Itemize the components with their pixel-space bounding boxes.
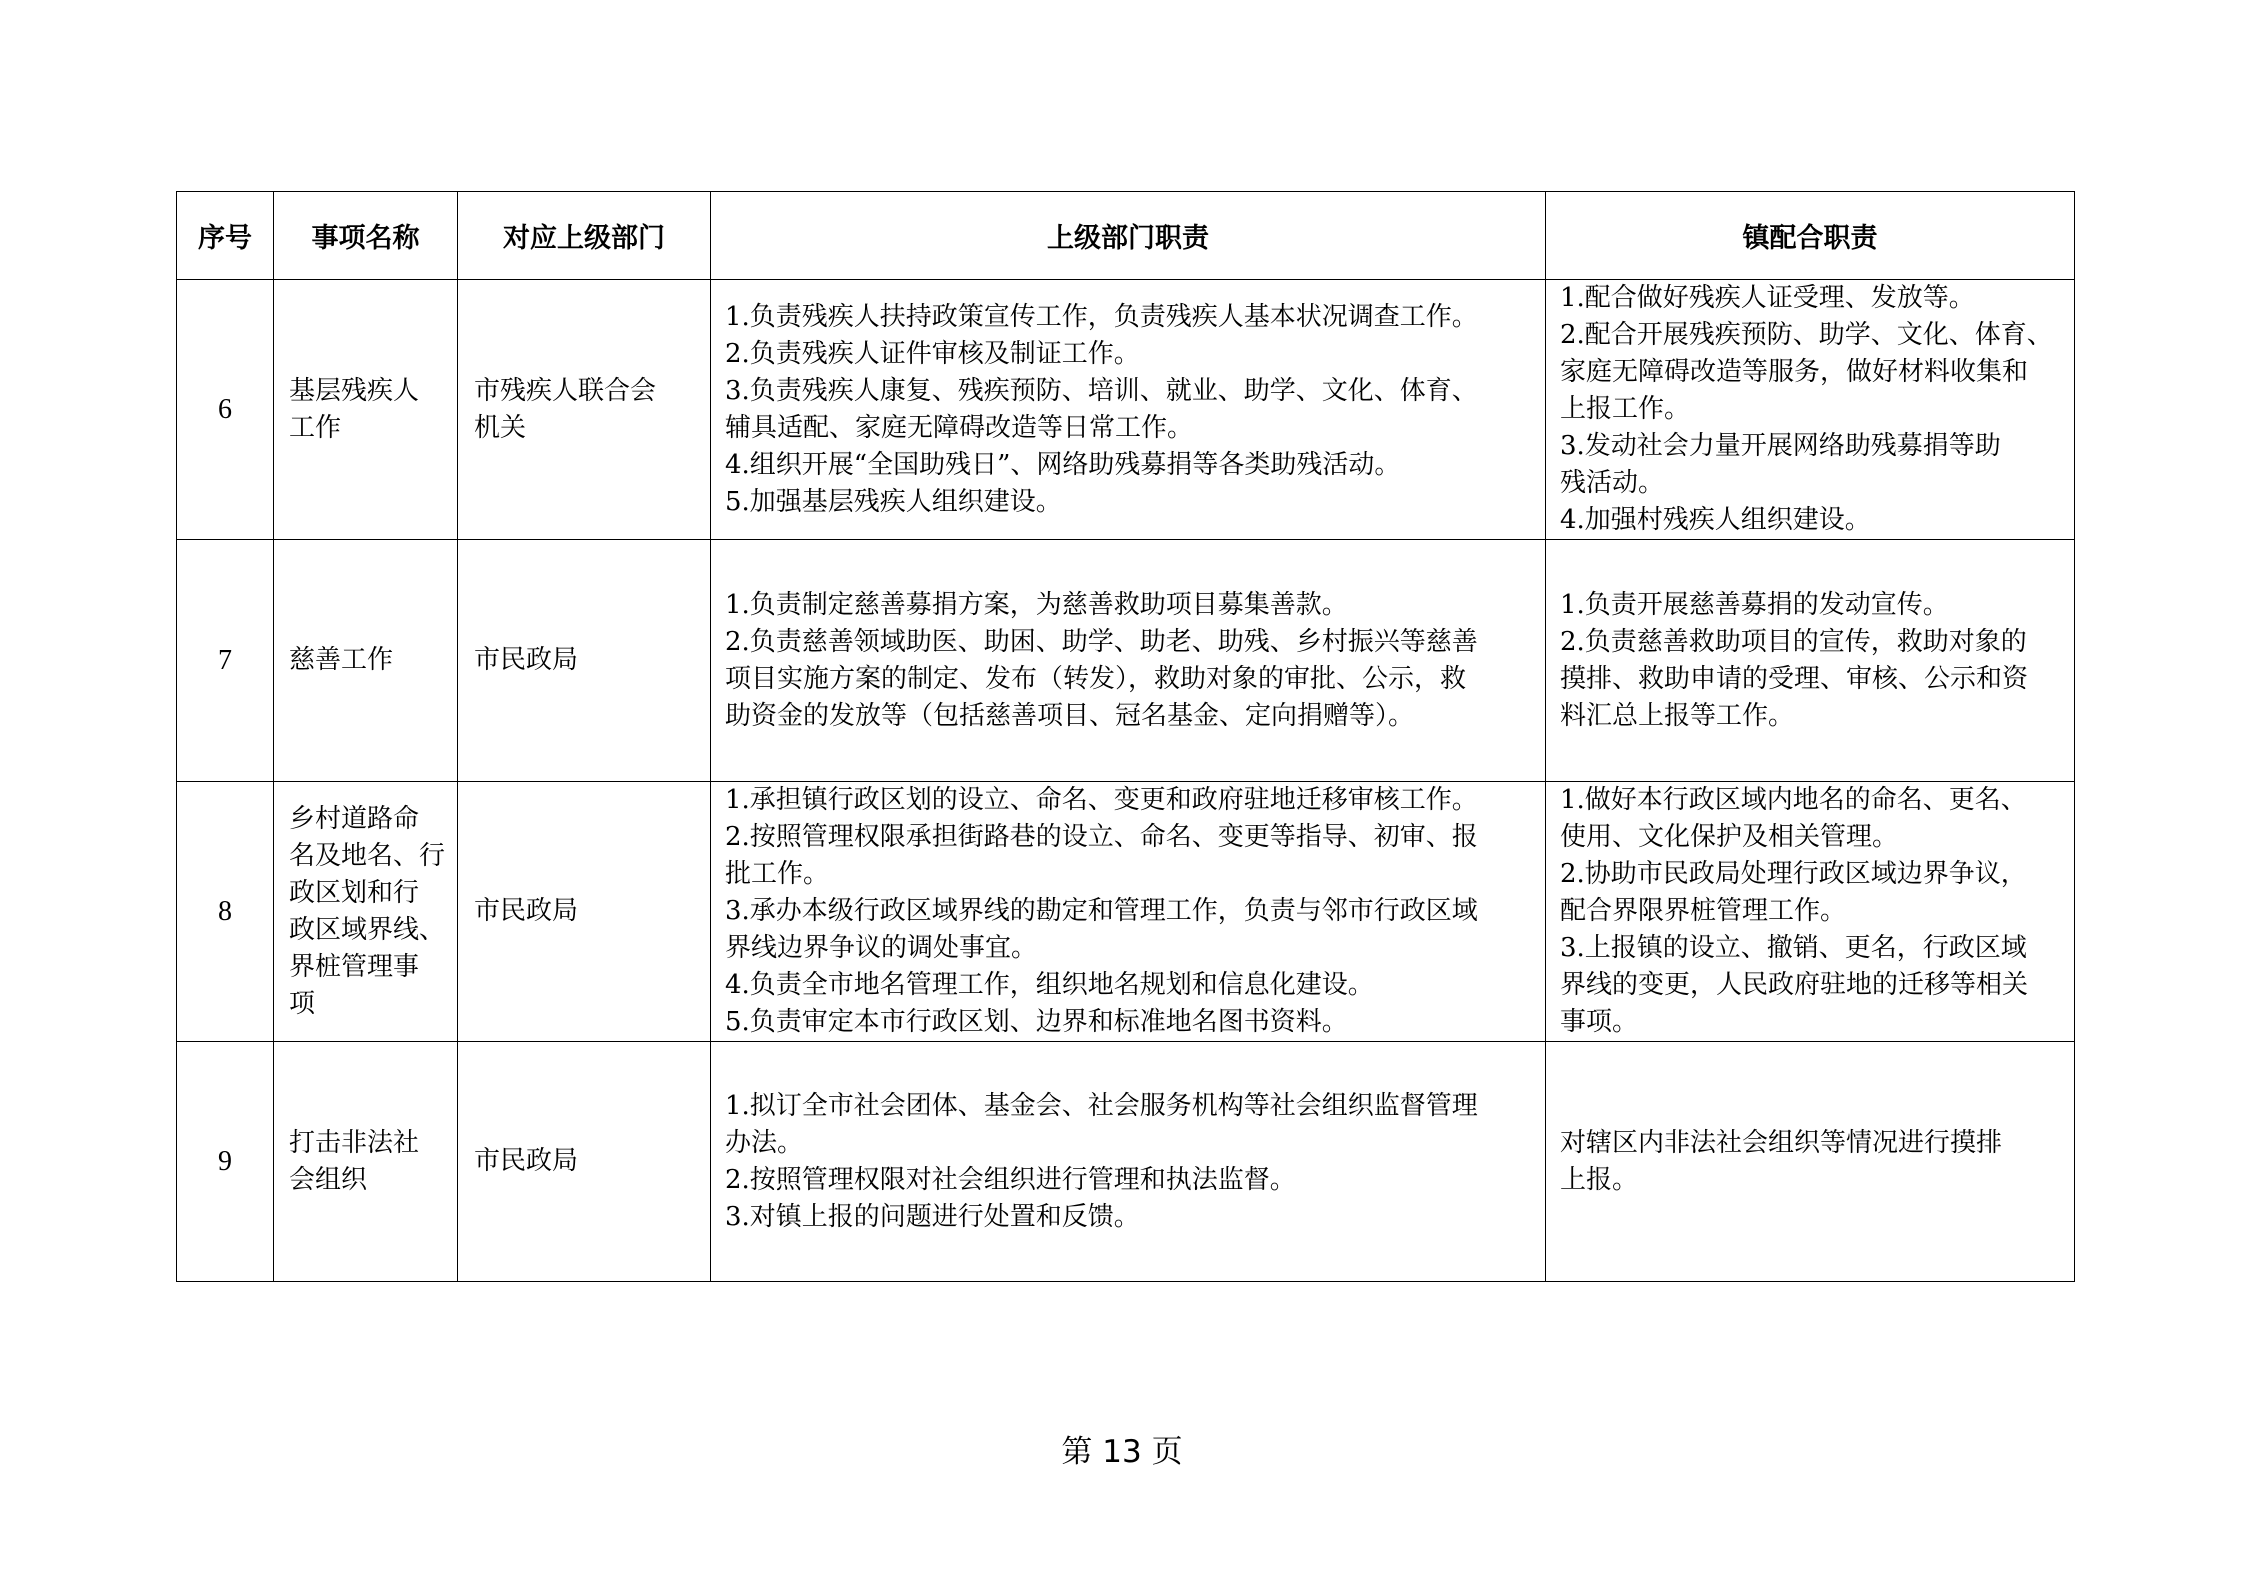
superior-duties-cell — [711, 540, 1546, 782]
superior-duties-cell — [711, 280, 1546, 540]
table-row — [177, 1042, 2075, 1282]
town-duty-line: 对辖区内非法社会组织等情况进行摸排 — [1560, 1127, 2003, 1158]
superior-duty-line: 5.负责审定本市行政区划、边界和标准地名图书资料。 — [725, 1007, 1348, 1037]
item-name-line: 名及地名、行 — [289, 840, 446, 871]
table-header-row — [177, 192, 2075, 280]
superior-duty-line: 3.承办本级行政区域界线的勘定和管理工作，负责与邻市行政区域 — [725, 896, 1478, 926]
town-duty-line: 2.配合开展残疾预防、助学、文化、体育、 — [1560, 320, 2053, 350]
department-cell — [458, 782, 711, 1042]
page-number: 第 13 页 — [1061, 1434, 1183, 1470]
town-duty-line: 3.上报镇的设立、撤销、更名，行政区域 — [1560, 933, 2027, 963]
header-superior-department: 对应上级部门 — [458, 192, 711, 280]
town-duty-line: 摸排、救助申请的受理、审核、公示和资 — [1560, 663, 2029, 694]
superior-duty-line: 3.负责残疾人康复、残疾预防、培训、就业、助学、文化、体育、 — [725, 375, 1478, 406]
town-duty-line: 配合界限界桩管理工作。 — [1560, 896, 1847, 926]
item-name-line: 界桩管理事 — [289, 951, 420, 982]
item-name-line: 项 — [289, 988, 316, 1019]
serial-number-cell: 6 — [177, 280, 274, 540]
table-row — [177, 280, 2075, 540]
town-duty-line: 上报工作。 — [1560, 394, 1691, 424]
department-cell — [458, 280, 711, 540]
superior-duty-line: 2.负责慈善领域助医、助困、助学、助老、助残、乡村振兴等慈善 — [725, 626, 1478, 657]
item-name-cell — [274, 280, 458, 540]
header-serial-number: 序号 — [177, 192, 274, 280]
table-row — [177, 782, 2075, 1042]
item-name-line: 慈善工作 — [289, 645, 394, 675]
town-duty-line: 1.配合做好残疾人证受理、发放等。 — [1560, 283, 1975, 313]
superior-duty-line: 5.加强基层残疾人组织建设。 — [725, 486, 1062, 517]
town-duty-line: 3.发动社会力量开展网络助残募捐等助 — [1560, 431, 2001, 461]
item-name-cell — [274, 540, 458, 782]
superior-duty-line: 1.承担镇行政区划的设立、命名、变更和政府驻地迁移审核工作。 — [725, 785, 1478, 815]
town-duty-line: 使用、文化保护及相关管理。 — [1560, 822, 1899, 852]
header-item-name: 事项名称 — [274, 192, 458, 280]
superior-duty-line: 2.按照管理权限承担街路巷的设立、命名、变更等指导、初审、报 — [725, 822, 1478, 852]
superior-duty-line: 4.负责全市地名管理工作，组织地名规划和信息化建设。 — [725, 970, 1374, 1000]
town-duties-cell — [1546, 1042, 2075, 1282]
town-duty-line: 界线的变更，人民政府驻地的迁移等相关 — [1560, 970, 2029, 1000]
superior-duty-line: 1.负责制定慈善募捐方案，为慈善救助项目募集善款。 — [725, 589, 1348, 620]
item-name-line: 打击非法社 — [289, 1127, 420, 1158]
header-town-duties: 镇配合职责 — [1546, 192, 2075, 280]
superior-duty-line: 2.按照管理权限对社会组织进行管理和执法监督。 — [725, 1164, 1296, 1195]
superior-duty-line: 辅具适配、家庭无障碍改造等日常工作。 — [725, 412, 1194, 443]
town-duty-line: 1.做好本行政区域内地名的命名、更名、 — [1560, 785, 2027, 815]
superior-duties-cell — [711, 782, 1546, 1042]
item-name-line: 政区划和行 — [289, 877, 420, 908]
responsibility-table — [176, 191, 2075, 1282]
superior-duty-line: 3.对镇上报的问题进行处置和反馈。 — [725, 1201, 1140, 1232]
superior-duty-line: 界线边界争议的调处事宜。 — [725, 933, 1038, 963]
town-duties-cell — [1546, 280, 2075, 540]
header-superior-duties: 上级部门职责 — [711, 192, 1546, 280]
department-line: 市残疾人联合会 — [474, 375, 657, 406]
superior-duties-cell — [711, 1042, 1546, 1282]
town-duty-line: 上报。 — [1560, 1164, 1639, 1195]
town-duty-line: 家庭无障碍改造等服务，做好材料收集和 — [1560, 357, 2029, 387]
serial-number-cell: 7 — [177, 540, 274, 782]
town-duty-line: 残活动。 — [1560, 468, 1665, 498]
town-duties-cell — [1546, 782, 2075, 1042]
item-name-line: 基层残疾人 — [289, 375, 420, 406]
town-duty-line: 2.负责慈善救助项目的宣传，救助对象的 — [1560, 626, 2027, 657]
town-duty-line: 事项。 — [1560, 1007, 1639, 1037]
department-cell — [458, 1042, 711, 1282]
superior-duty-line: 项目实施方案的制定、发布（转发），救助对象的审批、公示，救 — [725, 663, 1467, 694]
serial-number-cell: 8 — [177, 782, 274, 1042]
department-line: 市民政局 — [474, 896, 579, 926]
item-name-line: 会组织 — [289, 1164, 368, 1195]
item-name-line: 工作 — [289, 412, 342, 443]
item-name-cell — [274, 1042, 458, 1282]
item-name-line: 乡村道路命 — [289, 803, 420, 834]
superior-duty-line: 批工作。 — [725, 859, 830, 889]
superior-duty-line: 2.负责残疾人证件审核及制证工作。 — [725, 338, 1140, 369]
table-row — [177, 540, 2075, 782]
town-duty-line: 料汇总上报等工作。 — [1560, 700, 1795, 731]
department-line: 市民政局 — [474, 1146, 579, 1176]
serial-number-cell: 9 — [177, 1042, 274, 1282]
superior-duty-line: 4.组织开展“全国助残日”、网络助残募捐等各类助残活动。 — [725, 449, 1401, 480]
department-line: 机关 — [474, 412, 527, 443]
town-duty-line: 2.协助市民政局处理行政区域边界争议， — [1560, 859, 2027, 889]
town-duty-line: 1.负责开展慈善募捐的发动宣传。 — [1560, 589, 1949, 620]
item-name-line: 政区域界线、 — [289, 914, 446, 945]
department-cell — [458, 540, 711, 782]
department-line: 市民政局 — [474, 645, 579, 675]
superior-duty-line: 助资金的发放等（包括慈善项目、冠名基金、定向捐赠等）。 — [725, 700, 1415, 731]
superior-duty-line: 办法。 — [725, 1127, 804, 1158]
town-duties-cell — [1546, 540, 2075, 782]
superior-duty-line: 1.负责残疾人扶持政策宣传工作，负责残疾人基本状况调查工作。 — [725, 301, 1478, 332]
superior-duty-line: 1.拟订全市社会团体、基金会、社会服务机构等社会组织监督管理 — [725, 1090, 1478, 1121]
item-name-cell — [274, 782, 458, 1042]
town-duty-line: 4.加强村残疾人组织建设。 — [1560, 505, 1871, 535]
